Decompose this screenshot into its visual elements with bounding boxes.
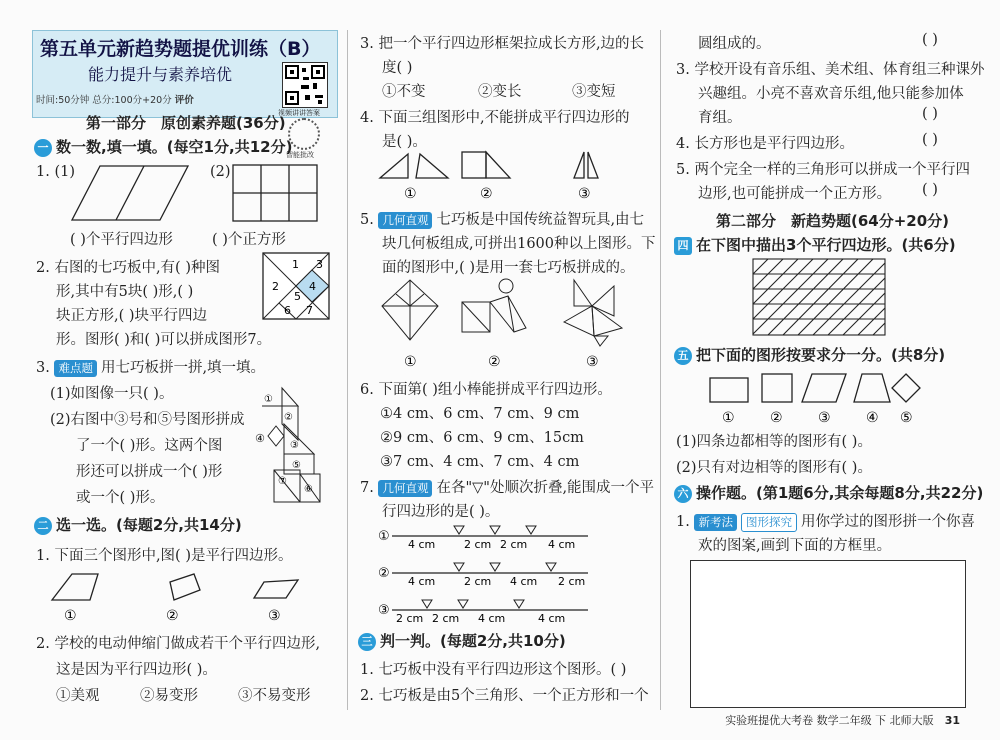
tangram-bird-figure	[254, 380, 334, 506]
choice4-label-3: ③	[578, 186, 591, 202]
part1-heading: 第一部分 原创素养题(36分)	[86, 114, 286, 132]
section5-badge: 五	[674, 347, 692, 365]
tangram-label-3: 3	[316, 258, 323, 271]
tangram-label-4: 4	[309, 280, 316, 293]
page-title: 第五单元新趋势题提优训练（B）	[40, 38, 321, 60]
section2-heading: 二 选一选。(每题2分,共14分)	[34, 514, 242, 535]
seal-caption: 智能批改	[286, 151, 314, 159]
choice1-label-3: ③	[268, 608, 281, 624]
bird-label-5: ⑤	[292, 460, 301, 471]
bird-label-3: ③	[290, 440, 299, 451]
choice4-figures	[378, 150, 648, 204]
tangram-label-7: 7	[306, 304, 313, 317]
q1-2-number: (2)	[210, 164, 231, 180]
figure-label-3: ③	[818, 410, 831, 426]
operation1-tag-new: 新考法	[694, 514, 737, 531]
q1-answer-a[interactable]: ( )个平行四边形	[70, 232, 173, 248]
q3-line3: (2)右图中③号和⑤号图形拼成	[50, 412, 245, 428]
drawing-answer-box[interactable]	[690, 560, 966, 708]
squares-grid-figure	[232, 164, 318, 222]
parallelogram-grid[interactable]	[752, 258, 886, 336]
choice2-line2: 这是因为平行四边形( )。	[56, 662, 217, 678]
fold-row3-seg2: 2 cm	[432, 612, 460, 625]
q3-line4: 了一个( )形。这两个图	[76, 438, 223, 454]
bird-label-4: ④	[255, 432, 265, 445]
figure-label-5: ⑤	[900, 410, 913, 426]
choice3-line1: 3. 把一个平行四边形框架拉成长方形,边的长	[360, 36, 645, 52]
choice7-fold-lines	[378, 520, 648, 628]
page-subtitle: 能力提升与素养培优	[88, 65, 233, 84]
tangram-label-2: 2	[272, 280, 279, 293]
section2-badge: 二	[34, 517, 52, 535]
choice3-line2: 度( )	[382, 60, 413, 76]
tangram-square-figure	[262, 252, 330, 320]
parallelogram-figure	[70, 164, 190, 224]
choice5-tangram-figures	[378, 276, 648, 372]
section4-badge: 四	[674, 237, 692, 255]
choice3-option1[interactable]: ①不变	[382, 84, 426, 100]
bird-label-2: ②	[284, 412, 293, 423]
judge4-answer[interactable]: ( )	[922, 132, 938, 148]
choice2-option2[interactable]: ②易变形	[140, 688, 198, 704]
judge1-question: 1. 七巧板中没有平行四边形这个图形。( )	[360, 662, 627, 678]
choice6-option1[interactable]: ①4 cm、6 cm、7 cm、9 cm	[380, 406, 580, 422]
fold-row1-seg4: 4 cm	[548, 538, 576, 551]
judge3-line1: 3. 学校开设有音乐组、美术组、体育组三种课外	[676, 62, 985, 78]
fold-row1-seg1: 4 cm	[408, 538, 436, 551]
fold-row2-label: ②	[378, 566, 390, 581]
choice5-label-2: ②	[488, 354, 501, 370]
choice2-option3[interactable]: ③不易变形	[238, 688, 311, 704]
q3-line1: 3. 难点题 用七巧板拼一拼,填一填。	[36, 360, 266, 376]
choice2-line1: 2. 学校的电动伸缩门做成若干个平行四边形,	[36, 636, 321, 652]
q2-line2: 形,其中有5块( )形,( )	[56, 284, 194, 300]
choice7-tag: 几何直观	[378, 480, 432, 497]
q1-1-number: 1. (1)	[36, 164, 75, 180]
judge4-question: 4. 长方形也是平行四边形。	[676, 136, 854, 152]
q3-tag: 难点题	[54, 360, 97, 377]
choice2-option1[interactable]: ①美观	[56, 688, 100, 704]
part2-heading: 第二部分 新趋势题(64分+20分)	[716, 212, 950, 230]
choice6-option3[interactable]: ③7 cm、4 cm、7 cm、4 cm	[380, 454, 580, 470]
choice5-tag: 几何直观	[378, 212, 432, 229]
section5-answer-b[interactable]: (2)只有对边相等的图形有( )。	[676, 460, 872, 476]
time-score-meta: 时间:50分钟 总分:100分+20分 评价	[36, 95, 194, 106]
judge3-line2: 兴趣组。小亮不喜欢音乐组,他只能参加体	[698, 86, 964, 102]
section1-badge: 一	[34, 139, 52, 157]
judge5-line1: 5. 两个完全一样的三角形可以拼成一个平行四	[676, 162, 970, 178]
judge5-line2: 边形,也可能拼成一个正方形。	[698, 186, 892, 202]
choice5-line2: 块几何板组成,可拼出1600种以上图形。下	[382, 236, 656, 252]
choice4-line1: 4. 下面三组图形中,不能拼成平行四边形的	[360, 110, 630, 126]
bird-label-1: ①	[264, 394, 273, 405]
fold-row2-seg2: 2 cm	[464, 575, 492, 588]
fold-row1-seg3: 2 cm	[500, 538, 528, 551]
choice5-label-3: ③	[586, 354, 599, 370]
section3-badge: 三	[358, 633, 376, 651]
choice4-label-2: ②	[480, 186, 493, 202]
choice1-question: 1. 下面三个图形中,图( )是平行四边形。	[36, 548, 293, 564]
fold-row2-seg3: 4 cm	[510, 575, 538, 588]
fold-row3-label: ③	[378, 603, 390, 618]
qr-code-icon[interactable]	[282, 62, 328, 108]
choice5-label-1: ①	[404, 354, 417, 370]
choice1-label-2: ②	[166, 608, 179, 624]
fold-row1-label: ①	[378, 529, 390, 544]
seal-icon	[288, 118, 320, 150]
q3-line2: (1)如图像一只( )。	[50, 386, 174, 402]
tangram-label-6: 6	[284, 304, 291, 317]
qr-caption: 视频讲讲答案	[278, 109, 320, 117]
section5-heading: 五 把下面的图形按要求分一分。(共8分)	[674, 344, 945, 365]
footer-text: 实验班提优大考卷 数学二年级 下 北师大版 31	[725, 714, 960, 727]
fold-row1-seg2: 2 cm	[464, 538, 492, 551]
figure-label-4: ④	[866, 410, 879, 426]
judge3-answer[interactable]: ( )	[922, 106, 938, 122]
operation1-line2: 欢的图案,画到下面的方框里。	[698, 538, 892, 554]
figure-label-2: ②	[770, 410, 783, 426]
choice7-line1: 7. 几何直观 在各"▽"处顺次折叠,能围成一个平	[360, 480, 655, 496]
judge5-answer[interactable]: ( )	[922, 182, 938, 198]
choice1-label-1: ①	[64, 608, 77, 624]
choice4-line2: 是( )。	[382, 134, 427, 150]
section4-heading: 四 在下图中描出3个平行四边形。(共6分)	[674, 234, 956, 255]
section3-heading: 三 判一判。(每题2分,共10分)	[358, 630, 566, 651]
fold-row2-seg4: 2 cm	[558, 575, 586, 588]
tangram-label-1: 1	[292, 258, 299, 271]
choice5-line1: 5. 几何直观 七巧板是中国传统益智玩具,由七	[360, 212, 645, 228]
tangram-label-5: 5	[294, 290, 301, 303]
choice7-line2: 行四边形的是( )。	[382, 504, 500, 520]
choice4-label-1: ①	[404, 186, 417, 202]
fold-row3-seg1: 2 cm	[396, 612, 424, 625]
fold-row2-seg1: 4 cm	[408, 575, 436, 588]
operation1-line1: 1. 新考法 图形探究 用你学过的图形拼一个你喜	[676, 514, 975, 530]
judge3-line3: 育组。	[698, 110, 742, 126]
q2-line4: 形。图形( )和( )可以拼成图形7。	[56, 332, 272, 348]
column-divider-2	[660, 30, 661, 710]
judge2-answer[interactable]: ( )	[922, 32, 938, 48]
choice6-option2[interactable]: ②9 cm、6 cm、9 cm、15cm	[380, 430, 584, 446]
section1-heading: 一 数一数,填一填。(每空1分,共12分)	[34, 136, 292, 157]
bird-label-6: ⑥	[304, 484, 313, 495]
fold-row3-seg4: 4 cm	[538, 612, 566, 625]
section5-figures	[706, 370, 942, 426]
judge2-line1: 2. 七巧板是由5个三角形、一个正方形和一个	[360, 688, 649, 704]
fold-row3-seg3: 4 cm	[478, 612, 506, 625]
choice3-option2[interactable]: ②变长	[478, 84, 522, 100]
section6-heading: 六 操作题。(第1题6分,其余每题8分,共22分)	[674, 482, 983, 503]
section6-badge: 六	[674, 485, 692, 503]
q3-line5: 形还可以拼成一个( )形	[76, 464, 223, 480]
judge2-line2: 圆组成的。	[698, 36, 771, 52]
figure-label-1: ①	[722, 410, 735, 426]
choice5-line3: 面的图形中,( )是用一套七巧板拼成的。	[382, 260, 635, 276]
q2-line1: 2. 右图的七巧板中,有( )种图	[36, 260, 220, 276]
bird-label-7: ⑦	[278, 476, 287, 487]
choice3-option3[interactable]: ③变短	[572, 84, 616, 100]
q2-line3: 块正方形,( )块平行四边	[56, 308, 208, 324]
operation1-tag-explore: 图形探究	[741, 513, 797, 532]
section5-answer-a[interactable]: (1)四条边都相等的图形有( )。	[676, 434, 872, 450]
q1-answer-b[interactable]: ( )个正方形	[212, 232, 286, 248]
column-divider-1	[347, 30, 348, 710]
q3-line6: 或一个( )形。	[76, 490, 165, 506]
choice1-figures	[50, 572, 320, 628]
choice6-line1: 6. 下面第( )组小棒能拼成平行四边形。	[360, 382, 612, 398]
